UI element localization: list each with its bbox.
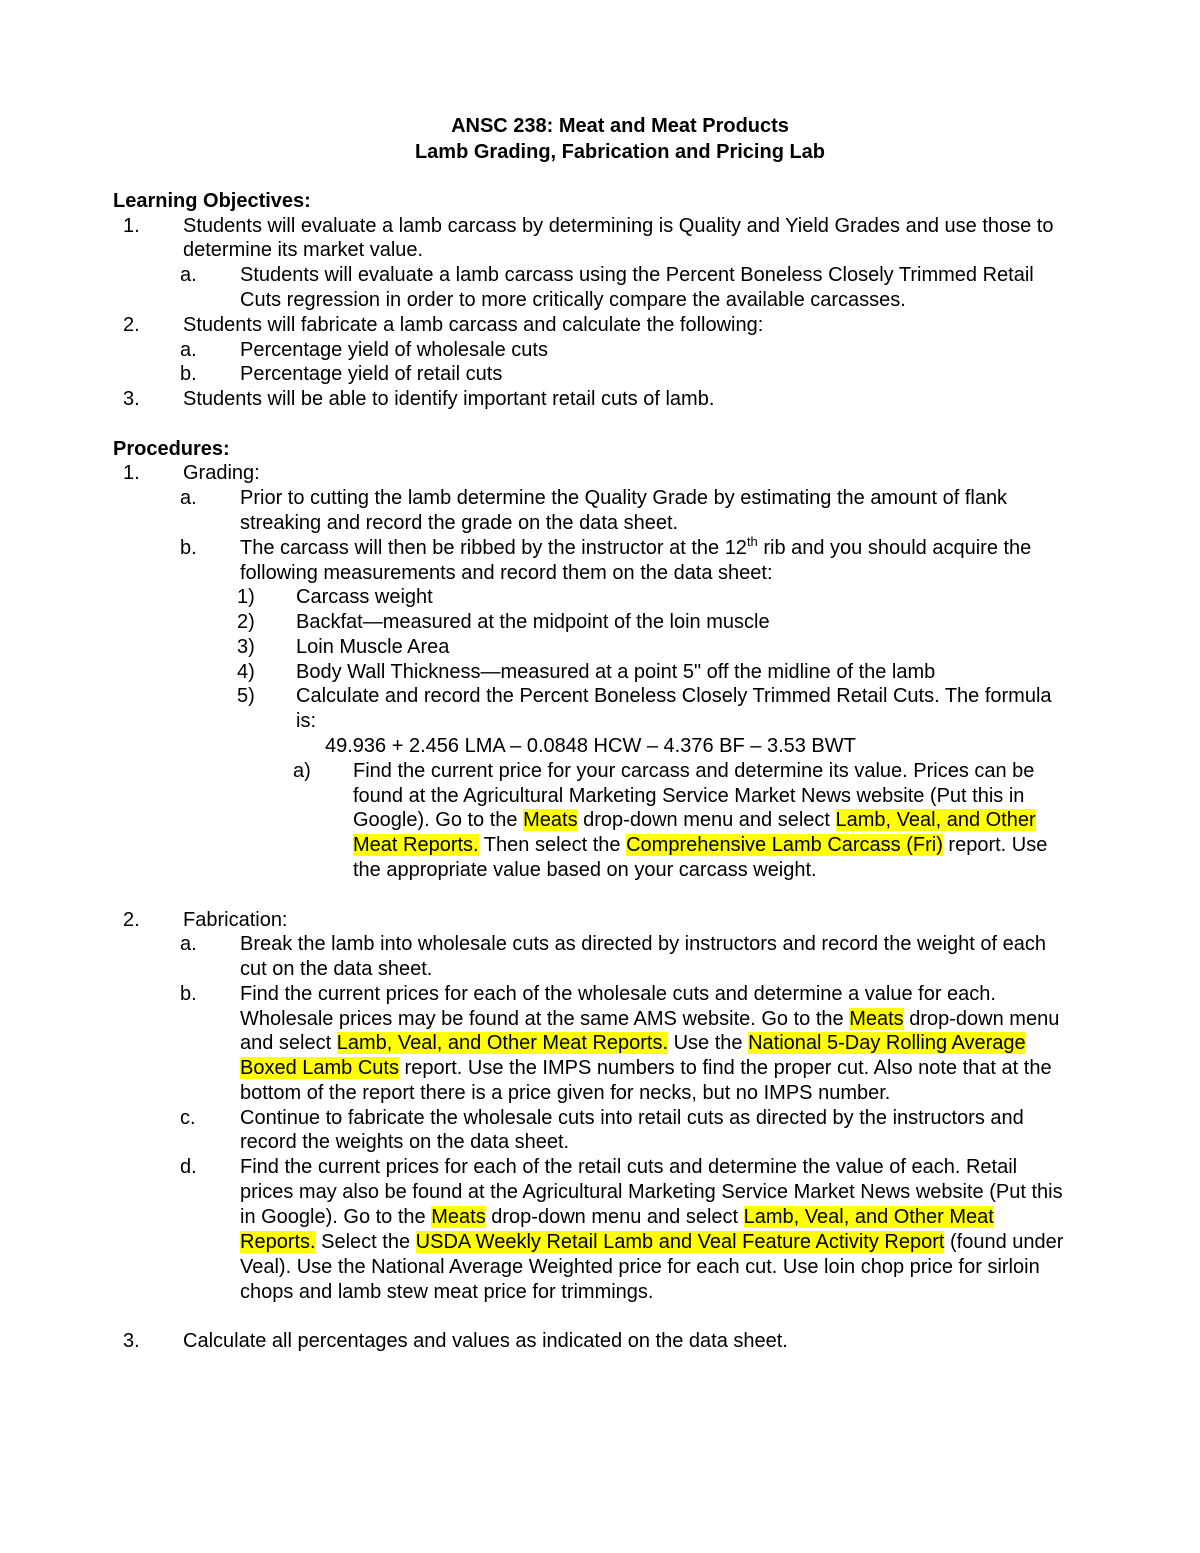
text-run: in Google). Go to the (240, 1206, 432, 1228)
objective-1a-marker: a. (180, 264, 197, 286)
highlight-national-rolling-average: National 5-Day Rolling Average (748, 1032, 1026, 1054)
objectives-heading: Learning Objectives: (113, 190, 311, 212)
measure-5-line-1: Calculate and record the Percent Boneless Closely Trimmed Retail Cuts. The formula (296, 685, 1052, 707)
objective-3-line: Students will be able to identify important retail cuts of lamb. (183, 388, 715, 410)
procedure-1b-line-1 (240, 536, 1031, 560)
procedure-2b-marker: b. (180, 983, 197, 1005)
highlight-meats: Meats (431, 1206, 486, 1228)
text-run: report. Use the IMPS numbers to find the proper cut. Also note that at the (398, 1057, 1052, 1079)
procedure-2d-line-3 (240, 1205, 994, 1229)
price-step-line-2: found at the Agricultural Marketing Service Market News website (Put this in (353, 785, 1025, 807)
highlight-lamb-veal-other-meat: Lamb, Veal, and Other Meat (743, 1206, 994, 1228)
procedure-1-label: Grading: (183, 462, 260, 484)
price-step-line-1: Find the current price for your carcass and determine its value. Prices can be (353, 760, 1035, 782)
objective-1a-line-2: Cuts regression in order to more critically compare the available carcasses. (240, 289, 906, 311)
procedure-1b-line-2: following measurements and record them on the data sheet: (240, 562, 773, 584)
procedure-2b-line-1: Find the current prices for each of the wholesale cuts and determine a value for each. (240, 983, 996, 1005)
text-run: and select (240, 1032, 337, 1054)
procedure-2-marker: 2. (123, 909, 140, 931)
objective-1a-line-1: Students will evaluate a lamb carcass using the Percent Boneless Closely Trimmed Retail (240, 264, 1034, 286)
procedure-1b-marker: b. (180, 537, 197, 559)
procedure-2d-line-4 (240, 1230, 1063, 1254)
highlight-reports: Reports. (240, 1231, 316, 1253)
price-step-line-4 (353, 833, 1047, 857)
measure-1-text: Carcass weight (296, 586, 433, 608)
procedure-2b-line-3 (240, 1031, 1026, 1055)
measure-2-marker: 2) (237, 611, 255, 633)
highlight-meats: Meats (523, 809, 578, 831)
document-title: ANSC 238: Meat and Meat Products (451, 115, 789, 137)
procedure-1b-text-cont: rib and you should acquire the (757, 537, 1032, 559)
procedure-3-marker: 3. (123, 1330, 140, 1352)
highlight-meats: Meats (849, 1008, 904, 1030)
price-step-marker: a) (293, 760, 311, 782)
objective-3-marker: 3. (123, 388, 140, 410)
procedures-heading: Procedures: (113, 438, 230, 460)
procedure-2d-line-6: chops and lamb stew meat price for trimmings. (240, 1281, 654, 1303)
objective-2-line: Students will fabricate a lamb carcass and calculate the following: (183, 314, 764, 336)
procedure-2b-line-5: bottom of the report there is a price given for necks, but no IMPS number. (240, 1082, 891, 1104)
text-run: drop-down menu (903, 1008, 1060, 1030)
procedure-1a-line-2: streaking and record the grade on the data sheet. (240, 512, 679, 534)
measure-1-marker: 1) (237, 586, 255, 608)
text-run: (found under (944, 1231, 1064, 1253)
procedure-2b-line-4 (240, 1056, 1052, 1080)
objective-2b-line: Percentage yield of retail cuts (240, 363, 503, 385)
objective-1-line-1: Students will evaluate a lamb carcass by determining is Quality and Yield Grades and use those to (183, 215, 1054, 237)
text-run: report. Use (942, 834, 1048, 856)
text-run: Wholesale prices may be found at the same AMS website. Go to the (240, 1008, 850, 1030)
procedure-1a-marker: a. (180, 487, 197, 509)
text-run: Then select the (478, 834, 627, 856)
formula: 49.936 + 2.456 LMA – 0.0848 HCW – 4.376 BF – 3.53 BWT (325, 735, 856, 757)
procedure-2c-marker: c. (180, 1107, 196, 1129)
objective-2a-line: Percentage yield of wholesale cuts (240, 339, 548, 361)
highlight-boxed-lamb-cuts: Boxed Lamb Cuts (240, 1057, 399, 1079)
procedure-2a-line-2: cut on the data sheet. (240, 958, 433, 980)
objective-2-marker: 2. (123, 314, 140, 336)
procedure-2d-line-5: Veal). Use the National Average Weighted price for each cut. Use loin chop price for sirloin (240, 1256, 1040, 1278)
measure-4-marker: 4) (237, 661, 255, 683)
ordinal-superscript: th (746, 534, 758, 549)
procedure-2d-line-2: prices may also be found at the Agricultural Marketing Service Market News website (Put this (240, 1181, 1063, 1203)
highlight-meat-reports: Meat Reports. (353, 834, 479, 856)
procedure-2d-marker: d. (180, 1156, 197, 1178)
highlight-comprehensive-lamb-carcass: Comprehensive Lamb Carcass (Fri) (626, 834, 943, 856)
text-run: drop-down menu and select (577, 809, 836, 831)
procedure-2c-line-2: record the weights on the data sheet. (240, 1131, 570, 1153)
objective-1-line-2: determine its market value. (183, 239, 424, 261)
objective-2a-marker: a. (180, 339, 197, 361)
procedure-1-marker: 1. (123, 462, 140, 484)
procedure-1a-line-1: Prior to cutting the lamb determine the Quality Grade by estimating the amount of flank (240, 487, 1008, 509)
highlight-usda-weekly-retail-report: USDA Weekly Retail Lamb and Veal Feature Activity Report (415, 1231, 945, 1253)
measure-5-marker: 5) (237, 685, 255, 707)
measure-4-text: Body Wall Thickness—measured at a point 5" off the midline of the lamb (296, 661, 936, 683)
document-titles (0, 113, 1200, 165)
measure-3-marker: 3) (237, 636, 255, 658)
text-run: Use the (668, 1032, 749, 1054)
document-subtitle: Lamb Grading, Fabrication and Pricing Lab (414, 141, 826, 163)
text-run: drop-down menu and select (485, 1206, 744, 1228)
procedure-2a-line-1: Break the lamb into wholesale cuts as directed by instructors and record the weight of each (240, 933, 1046, 955)
highlight-lamb-veal-other-reports: Lamb, Veal, and Other Meat Reports. (336, 1032, 669, 1054)
procedure-3-line: Calculate all percentages and values as indicated on the data sheet. (183, 1330, 788, 1352)
measure-2-text: Backfat—measured at the midpoint of the loin muscle (296, 611, 770, 633)
measure-3-text: Loin Muscle Area (296, 636, 450, 658)
procedure-2b-line-2 (240, 1007, 1059, 1031)
objective-1-marker: 1. (123, 215, 140, 237)
procedure-2c-line-1: Continue to fabricate the wholesale cuts into retail cuts as directed by the instructors and (240, 1107, 1024, 1129)
procedure-2d-line-1: Find the current prices for each of the retail cuts and determine the value of each. Retail (240, 1156, 1018, 1178)
measure-5-line-2: is: (296, 710, 316, 732)
text-run: Select the (315, 1231, 416, 1253)
objective-2b-marker: b. (180, 363, 197, 385)
price-step-line-5: the appropriate value based on your carcass weight. (353, 859, 817, 881)
procedure-2-label: Fabrication: (183, 909, 288, 931)
text-run: Google). Go to the (353, 809, 524, 831)
highlight-lamb-veal-other: Lamb, Veal, and Other (835, 809, 1036, 831)
price-step-line-3 (353, 808, 1036, 832)
procedure-1b-text: The carcass will then be ribbed by the instructor at the 12 (240, 537, 747, 559)
procedure-2a-marker: a. (180, 933, 197, 955)
